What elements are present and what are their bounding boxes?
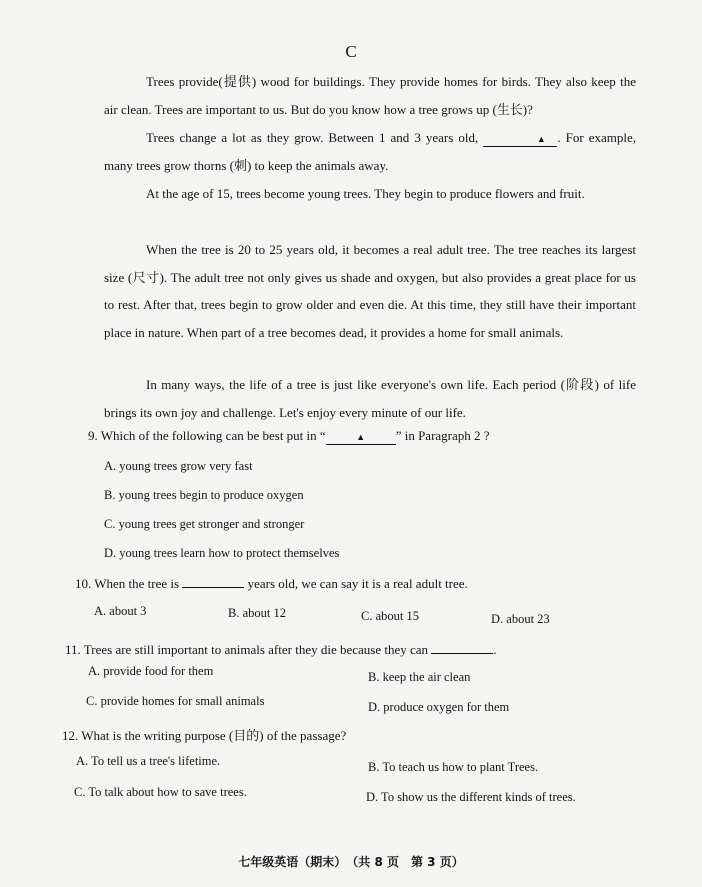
question-11-option-c: C. provide homes for small animals <box>86 694 265 708</box>
question-12-option-d: D. To show us the different kinds of trees. <box>366 790 576 804</box>
question-12-stem: 12. What is the writing purpose (目的) of the passage? <box>62 728 347 743</box>
question-11-stem <box>65 641 497 658</box>
question-12-option-c: C. To talk about how to save trees. <box>74 785 247 799</box>
paragraph-2-before-blank: Trees change a lot as they grow. Between 1 and 3 years old, <box>146 130 479 145</box>
question-10-option-a: A. about 3 <box>94 604 147 618</box>
question-11-option-b: B. keep the air clean <box>368 670 471 684</box>
question-12-option-a: A. To tell us a tree's lifetime. <box>76 754 221 768</box>
question-10-option-d: D. about 23 <box>491 612 550 626</box>
question-10-stem-before: 10. When the tree is <box>75 576 180 591</box>
paragraph-2-after-blank: . For example, many trees grow thorns (刺) to keep the animals away. <box>104 130 637 173</box>
question-9-option-b: B. young trees begin to produce oxygen <box>104 488 304 502</box>
passage-paragraph-2 <box>104 124 636 179</box>
passage-paragraph-4: When the tree is 20 to 25 years old, it becomes a real adult tree. The tree reaches its largest size (尺寸). The adult tree not only gives us shade and oxygen, but also provides a great place for us to rest. After that, trees begin to grow older and even die. At this time, they still have their important place in nature. When part of a tree becomes dead, it provides a home for small animals. <box>104 242 636 340</box>
question-10-option-b: B. about 12 <box>228 606 286 620</box>
question-9-option-d: D. young trees learn how to protect themselves <box>104 546 340 560</box>
blank-triangle-icon: ▲ <box>536 134 546 144</box>
question-9-option-a: A. young trees grow very fast <box>104 459 253 473</box>
question-11-option-d: D. produce oxygen for them <box>368 700 510 714</box>
blank-triangle-icon: ▲ <box>356 432 366 442</box>
question-10-blank <box>182 575 244 588</box>
question-10-stem-after: years old, we can say it is a real adult tree. <box>247 576 468 591</box>
question-9-blank <box>326 429 396 445</box>
question-9-option-c: C. young trees get stronger and stronger <box>104 517 305 531</box>
question-10-stem <box>75 575 468 592</box>
page-footer: 七年级英语（期末） （共 8 页 第 3 页） <box>238 855 464 869</box>
question-11-option-a: A. provide food for them <box>88 664 214 678</box>
question-9-stem <box>88 428 490 445</box>
question-11-stem-after: . <box>493 642 497 657</box>
question-10-option-c: C. about 15 <box>361 609 419 623</box>
paragraph-2-blank <box>483 131 557 147</box>
section-heading: C <box>345 42 357 61</box>
question-12-option-b: B. To teach us how to plant Trees. <box>368 760 539 774</box>
passage-paragraph-5: In many ways, the life of a tree is just like everyone's own life. Each period (阶段) of life brings its own joy and challenge. Let's enjoy every minute of our life. <box>104 377 636 420</box>
passage-paragraph-1: Trees provide(提供) wood for buildings. They provide homes for birds. They also keep the air clean. Trees are important to us. But do you know how a tree grows up (生长)? <box>104 74 636 117</box>
question-9-stem-after: ” in Paragraph 2 ? <box>395 428 490 443</box>
question-9-stem-before: 9. Which of the following can be best put in “ <box>88 428 326 443</box>
passage-paragraph-3: At the age of 15, trees become young trees. They begin to produce flowers and fruit. <box>146 186 585 201</box>
question-11-blank <box>431 641 493 654</box>
question-11-stem-before: 11. Trees are still important to animals after they die because they can <box>65 642 429 657</box>
